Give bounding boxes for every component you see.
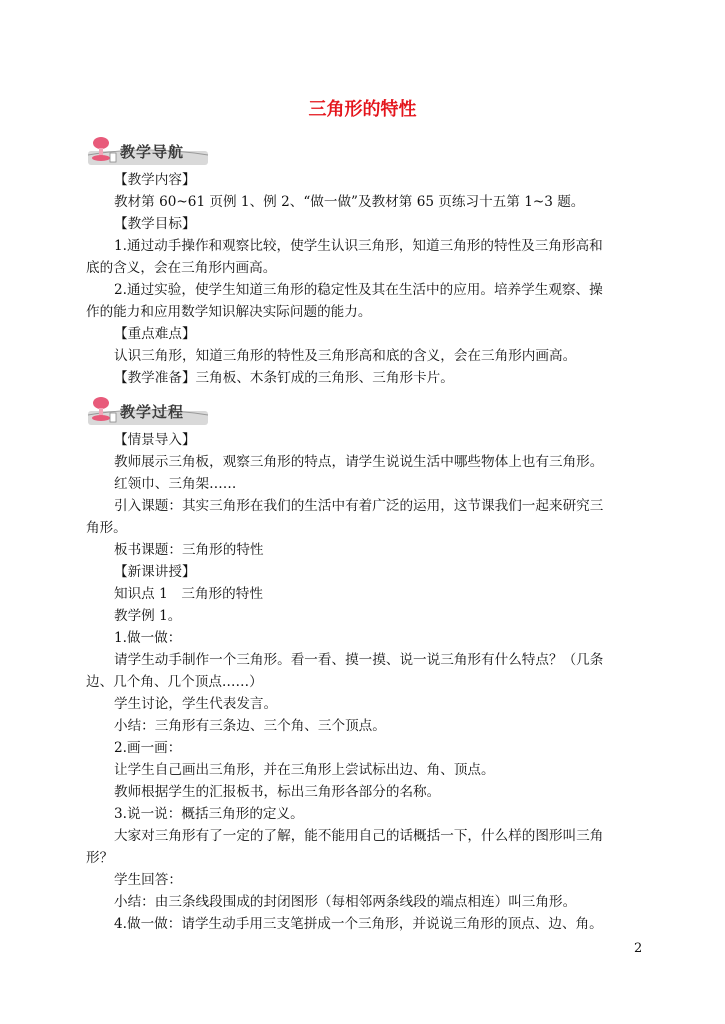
paragraph-line: 形？ <box>86 850 114 866</box>
paragraph-line: 【情景导入】 <box>114 432 196 448</box>
paragraph-line: 2.通过实验，使学生知道三角形的稳定性及其在生活中的应用。培养学生观察、操 <box>114 282 603 298</box>
section-banner-teaching-guide <box>86 135 210 167</box>
paragraph-line: 引入课题：其实三角形在我们的生活中有着广泛的运用，这节课我们一起来研究三 <box>114 498 604 514</box>
page-number: 2 <box>634 941 643 956</box>
paragraph-line: 让学生自己画出三角形，并在三角形上尝试标出边、角、顶点。 <box>114 762 495 778</box>
paragraph-line: 请学生动手制作一个三角形。看一看、摸一摸、说一说三角形有什么特点？（几条 <box>114 652 604 668</box>
paragraph-line: 学生回答： <box>114 872 182 888</box>
paragraph-line: 教师根据学生的汇报板书，标出三角形各部分的名称。 <box>114 784 441 800</box>
page-title: 三角形的特性 <box>308 99 417 120</box>
paragraph-line: 小结：由三条线段围成的封闭图形（每相邻两条线段的端点相连）叫三角形。 <box>114 894 577 910</box>
paragraph-line: 3.说一说：概括三角形的定义。 <box>114 806 304 822</box>
paragraph-line: 认识三角形，知道三角形的特性及三角形高和底的含义，会在三角形内画高。 <box>114 348 577 364</box>
paragraph-line: 底的含义，会在三角形内画高。 <box>86 260 277 276</box>
paragraph-line: 【新课讲授】 <box>114 564 196 580</box>
paragraph-line: 4.做一做：请学生动手用三支笔拼成一个三角形，并说说三角形的顶点、边、角。 <box>114 916 603 932</box>
paragraph-line: 【教学内容】 <box>114 172 196 188</box>
paragraph-line: 教材第 60~61 页例 1、例 2、“做一做”及教材第 65 页练习十五第 1~3 题。 <box>114 194 585 210</box>
paragraph-line: 大家对三角形有了一定的了解，能不能用自己的话概括一下，什么样的图形叫三角 <box>114 828 604 844</box>
section-banner-teaching-process <box>86 395 210 427</box>
paragraph-line: 【教学目标】 <box>114 216 196 232</box>
paragraph-line: 教学例 1。 <box>114 608 182 624</box>
paragraph-line: 【重点难点】 <box>114 326 196 342</box>
paragraph-line: 学生讨论，学生代表发言。 <box>114 696 278 712</box>
paragraph-line: 边、几个角、几个顶点……） <box>86 674 263 690</box>
paragraph-line: 【教学准备】三角板、木条钉成的三角形、三角形卡片。 <box>114 370 454 386</box>
banner-label: 教学导航 <box>120 143 185 161</box>
paragraph-line: 小结：三角形有三条边、三个角、三个顶点。 <box>114 718 386 734</box>
paragraph-line: 知识点 1 三角形的特性 <box>114 586 263 602</box>
paragraph-line: 1.通过动手操作和观察比较，使学生认识三角形，知道三角形的特性及三角形高和 <box>114 238 603 254</box>
paragraph-line: 2.画一画： <box>114 740 182 756</box>
paragraph-line: 1.做一做： <box>114 630 182 646</box>
paragraph-line: 角形。 <box>86 520 127 536</box>
paragraph-line: 作的能力和应用数学知识解决实际问题的能力。 <box>86 304 372 320</box>
banner-label: 教学过程 <box>120 403 185 421</box>
paragraph-line: 板书课题：三角形的特性 <box>114 542 264 558</box>
paragraph-line: 红领巾、三角架…… <box>114 476 237 492</box>
paragraph-line: 教师展示三角板，观察三角形的特点，请学生说说生活中哪些物体上也有三角形。 <box>114 454 604 470</box>
